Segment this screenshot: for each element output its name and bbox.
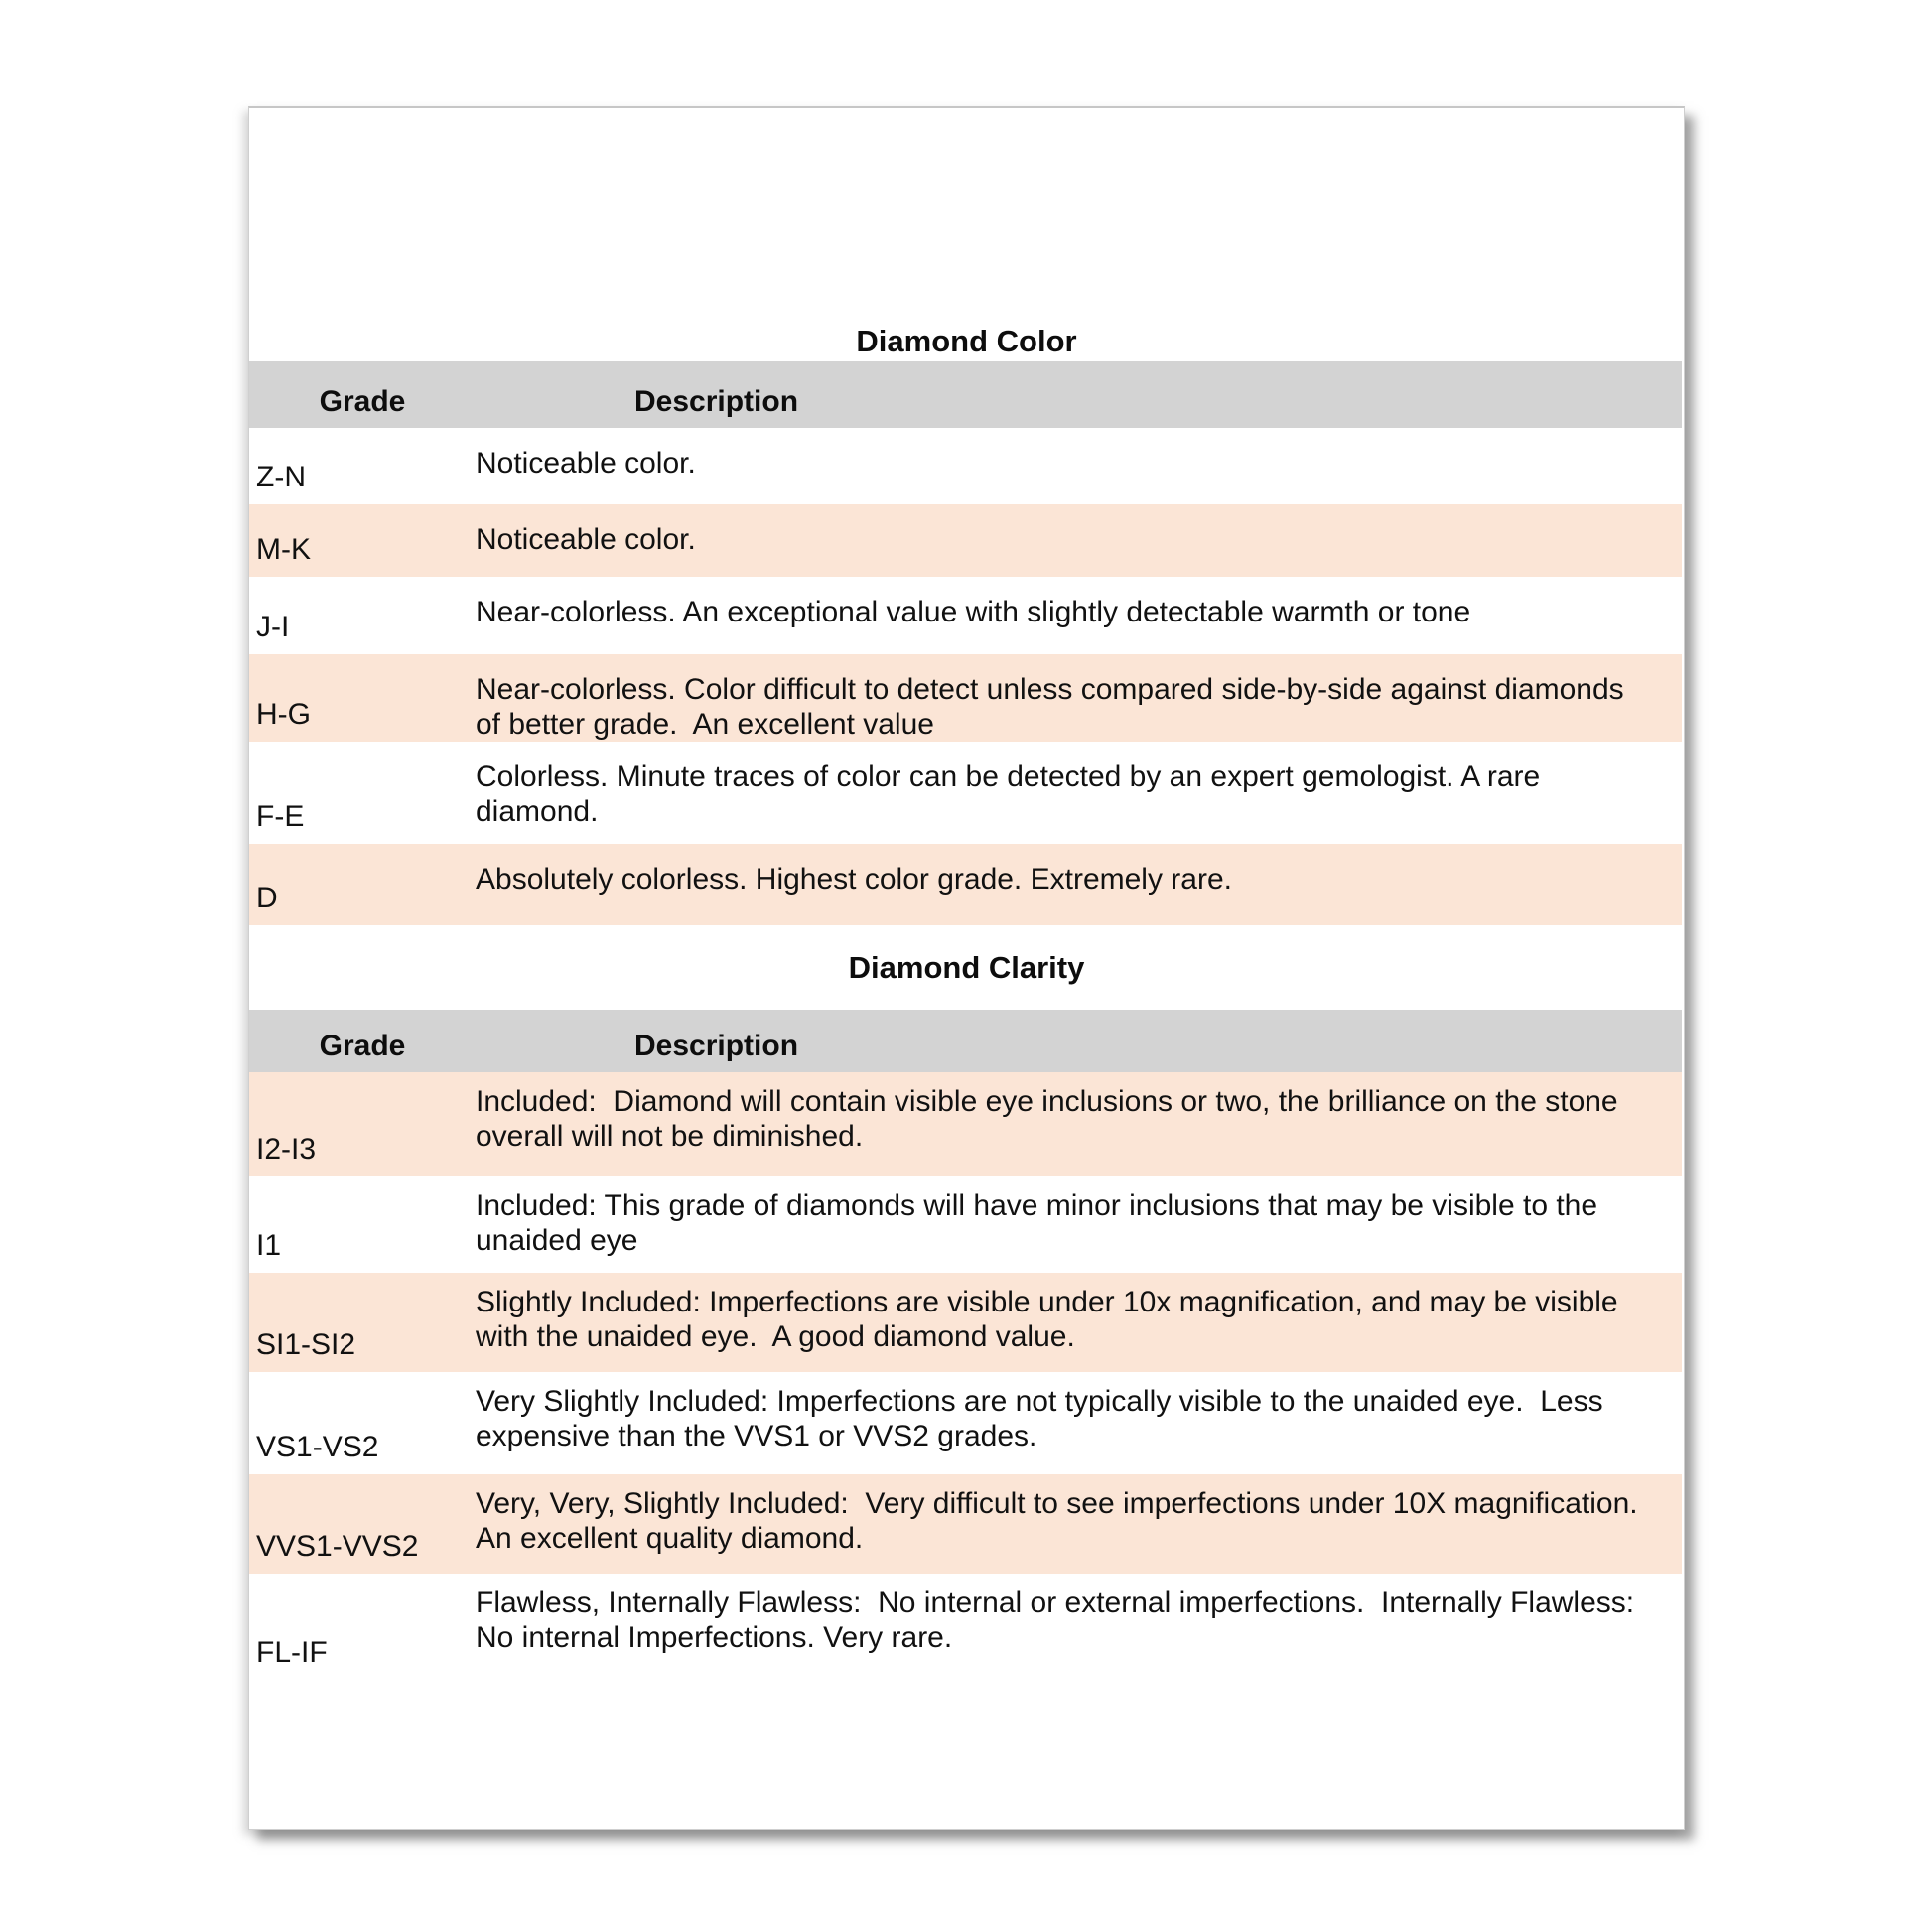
table-row: [249, 504, 1682, 577]
grade-cell: F-E: [256, 800, 305, 833]
table-row: [249, 1176, 1682, 1273]
description-cell: Noticeable color.: [476, 447, 696, 480]
grade-cell: Z-N: [256, 461, 306, 493]
document-page: [248, 106, 1685, 1830]
table-row: [249, 577, 1682, 654]
grade-column-header: Grade: [249, 1010, 476, 1072]
table-row: [249, 1273, 1682, 1372]
grade-cell: I1: [256, 1229, 282, 1262]
description-cell: Included: This grade of diamonds will have minor inclusions that may be visible to the unaided eye: [476, 1189, 1606, 1257]
description-cell: Very Slightly Included: Imperfections are not typically visible to the unaided eye. Less expensive than the VVS1 or VVS2 grades.: [476, 1385, 1611, 1452]
table-row: [249, 654, 1682, 742]
grade-cell: M-K: [256, 533, 311, 566]
grade-column-header: Grade: [249, 361, 476, 428]
grade-cell: D: [256, 882, 278, 914]
description-cell: Very, Very, Slightly Included: Very difficult to see imperfections under 10X magnification. An excellent quality diamond.: [476, 1487, 1653, 1555]
description-cell: Near-colorless. An exceptional value with slightly detectable warmth or tone: [476, 596, 1471, 628]
description-cell: Noticeable color.: [476, 523, 696, 556]
grade-cell: FL-IF: [256, 1636, 328, 1669]
table-header-row: [249, 361, 1682, 428]
table-row: [249, 1372, 1682, 1474]
table-row: [249, 844, 1682, 925]
grade-cell: J-I: [256, 611, 290, 643]
description-column-header: Description: [476, 1010, 1682, 1072]
description-cell: Near-colorless. Color difficult to detect unless compared side-by-side against diamonds of better grade. An excellent value: [476, 673, 1633, 741]
table-title-diamond-color: Diamond Color: [856, 324, 1077, 358]
grade-cell: SI1-SI2: [256, 1328, 356, 1361]
table-row: [249, 428, 1682, 504]
description-cell: Flawless, Internally Flawless: No internal or external imperfections. Internally Flawless: No internal Imperfections. Very rare.: [476, 1587, 1651, 1654]
grade-cell: I2-I3: [256, 1133, 317, 1166]
table-row: [249, 1474, 1682, 1574]
diamond-clarity-table: [249, 1010, 1682, 1680]
description-cell: Slightly Included: Imperfections are visible under 10x magnification, and may be visible with the unaided eye. A good diamond value.: [476, 1286, 1626, 1353]
table-header-row: [249, 1010, 1682, 1072]
table-row: [249, 1574, 1682, 1680]
description-cell: Absolutely colorless. Highest color grade. Extremely rare.: [476, 863, 1232, 896]
grade-cell: H-G: [256, 698, 311, 731]
table-title-diamond-clarity: Diamond Clarity: [848, 950, 1085, 985]
table-row: [249, 1072, 1682, 1176]
description-cell: Colorless. Minute traces of color can be detected by an expert gemologist. A rare diamond.: [476, 760, 1549, 828]
table-row: [249, 742, 1682, 844]
grade-cell: VVS1-VVS2: [256, 1530, 419, 1563]
description-cell: Included: Diamond will contain visible eye inclusions or two, the brilliance on the stone overall will not be diminished.: [476, 1085, 1626, 1153]
diamond-color-table: [249, 361, 1682, 925]
description-column-header: Description: [476, 361, 1682, 428]
grade-cell: VS1-VS2: [256, 1431, 379, 1463]
